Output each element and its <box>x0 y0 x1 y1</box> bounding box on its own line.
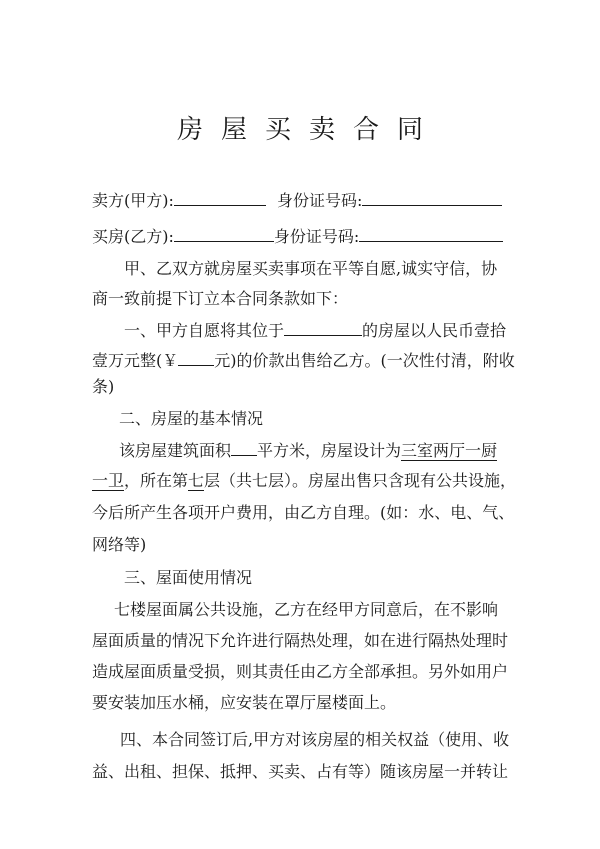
clause1-text-c: 壹万元整(￥ <box>92 351 179 370</box>
clause3-line-2: 屋面质量的情况下允许进行隔热处理，如在进行隔热处理时 <box>92 631 509 650</box>
seller-label: 卖方(甲方): <box>92 191 174 210</box>
seller-line <box>92 188 502 212</box>
clause3-line-4: 要安装加压水桶，应安装在罩厅屋楼面上。 <box>92 693 397 712</box>
seller-name-blank[interactable] <box>174 188 266 206</box>
clause3-line-3: 造成屋面质量受损，则其责任由乙方全部承担。另外如用户 <box>92 662 509 681</box>
clause2-line-1 <box>119 438 497 462</box>
clause4-line-1: 四、本合同签订后,甲方对该房屋的相关权益（使用、收 <box>120 730 510 749</box>
layout-underlined-2: 一卫 <box>92 471 125 490</box>
clause2-text-d: 层（共七层）。房屋出售只含现有公共设施， <box>204 471 517 490</box>
clause1-line-3: 条) <box>92 377 115 396</box>
section-3-heading: 三、屋面使用情况 <box>124 568 253 587</box>
clause2-text-a: 该房屋建筑面积 <box>119 441 232 460</box>
area-blank[interactable] <box>231 438 257 456</box>
clause1-text-a: 一、甲方自愿将其位于 <box>124 321 285 340</box>
buyer-id-label: 身份证号码: <box>273 227 360 246</box>
clause1-line-1 <box>124 318 506 342</box>
clause2-line-2 <box>92 470 516 492</box>
property-location-blank[interactable] <box>284 318 362 336</box>
layout-underlined: 三室两厅一厨 <box>401 441 498 460</box>
buyer-id-blank[interactable] <box>359 224 503 242</box>
seller-id-blank[interactable] <box>362 188 502 206</box>
clause2-line-3: 今后所产生各项开户费用，由乙方自理。(如：水、电、气、 <box>92 503 515 522</box>
buyer-line <box>92 224 503 248</box>
buyer-name-blank[interactable] <box>174 224 274 242</box>
clause4-line-2: 益、出租、担保、抵押、买卖、占有等）随该房屋一并转让 <box>92 762 509 781</box>
seller-id-label: 身份证号码: <box>276 191 363 210</box>
clause2-text-b: 平方米，房屋设计为 <box>257 441 402 460</box>
intro-line-1: 甲、乙双方就房屋买卖事项在平等自愿,诚实守信，协 <box>124 259 498 278</box>
clause1-line-2 <box>92 348 515 372</box>
buyer-label: 买房(乙方): <box>92 227 174 246</box>
clause1-text-b: 的房屋以人民币壹拾 <box>362 321 507 340</box>
clause1-text-d: 元)的价款出售给乙方。(一次性付清，附收 <box>214 351 515 370</box>
intro-line-2: 商一致前提下订立本合同条款如下： <box>92 289 349 308</box>
section-2-heading: 二、房屋的基本情况 <box>119 409 264 428</box>
contract-title: 房屋买卖合同 <box>176 115 441 145</box>
clause3-line-1: 七楼屋面属公共设施，乙方在经甲方同意后，在不影响 <box>114 600 499 619</box>
clause2-line-4: 网络等) <box>92 535 147 554</box>
price-amount-blank[interactable] <box>178 348 214 366</box>
floor-underlined: 七 <box>188 471 205 490</box>
clause2-text-c: ，所在第 <box>124 471 189 490</box>
